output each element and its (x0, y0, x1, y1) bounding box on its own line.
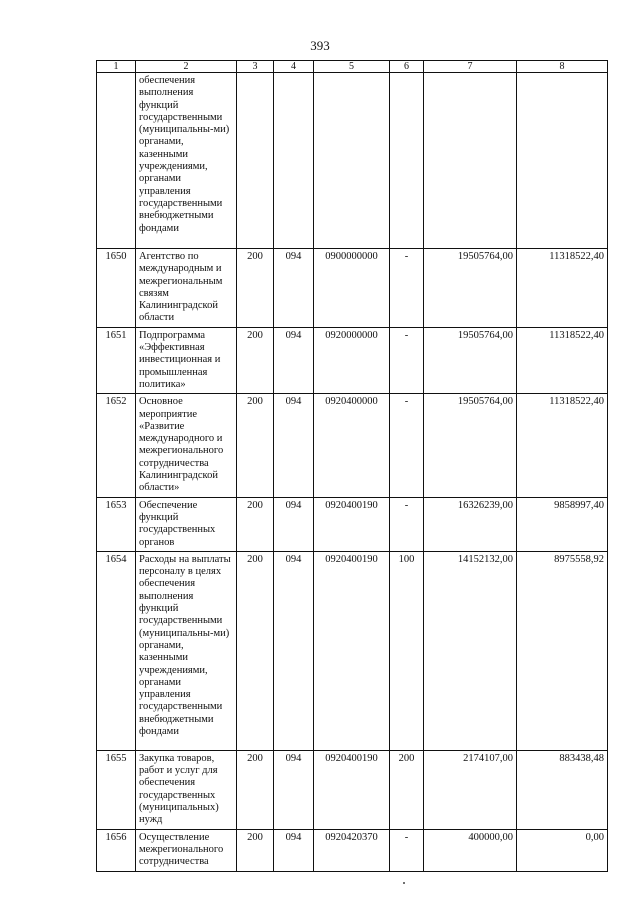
row-number: 1650 (97, 249, 136, 328)
row-name: Основное мероприятие «Развитие международного и межрегионального сотрудничества Калининградской области» (136, 394, 237, 497)
row-col6: - (390, 394, 424, 497)
table-row (97, 327, 608, 393)
row-col6: - (390, 249, 424, 328)
budget-table (96, 60, 608, 872)
col-header-8: 8 (517, 61, 608, 73)
row-col6 (390, 73, 424, 249)
row-number: 1651 (97, 327, 136, 393)
row-col7: 19505764,00 (424, 394, 517, 497)
row-col8: 0,00 (517, 829, 608, 871)
row-number: 1654 (97, 551, 136, 750)
table-row (97, 829, 608, 871)
row-col8 (517, 73, 608, 249)
row-name: Осуществление межрегионального сотрудничества (136, 829, 237, 871)
row-col8: 8975558,92 (517, 551, 608, 750)
table-row (97, 551, 608, 750)
row-name: Подпрограмма «Эффективная инвестиционная и промышленная политика» (136, 327, 237, 393)
row-col6: 100 (390, 551, 424, 750)
row-number: 1655 (97, 750, 136, 829)
row-name: Обеспечение функций государственных органов (136, 497, 237, 551)
row-col7: 16326239,00 (424, 497, 517, 551)
col-header-2: 2 (136, 61, 237, 73)
table-row (97, 497, 608, 551)
row-col4: 094 (274, 249, 314, 328)
row-number: 1652 (97, 394, 136, 497)
row-col6: - (390, 497, 424, 551)
row-col5: 0920400190 (314, 497, 390, 551)
row-col6: 200 (390, 750, 424, 829)
row-col8: 11318522,40 (517, 249, 608, 328)
row-col5: 0920400190 (314, 551, 390, 750)
row-name: обеспечения выполнения функций государственными (муниципальны-ми) органами, казенными учреждениями, органами управления государственными внебюджетными фондами (136, 73, 237, 249)
row-col7: 19505764,00 (424, 249, 517, 328)
row-col7: 2174107,00 (424, 750, 517, 829)
row-col5: 0920000000 (314, 327, 390, 393)
row-col8: 883438,48 (517, 750, 608, 829)
col-header-4: 4 (274, 61, 314, 73)
table-row (97, 249, 608, 328)
row-col4: 094 (274, 750, 314, 829)
row-col4: 094 (274, 551, 314, 750)
row-col3: 200 (237, 497, 274, 551)
row-col4: 094 (274, 394, 314, 497)
row-name: Закупка товаров, работ и услуг для обеспечения государственных (муниципальных) нужд (136, 750, 237, 829)
row-number (97, 73, 136, 249)
row-col7: 19505764,00 (424, 327, 517, 393)
table-row (97, 73, 608, 249)
row-col8: 9858997,40 (517, 497, 608, 551)
row-col8: 11318522,40 (517, 327, 608, 393)
table-header-row (97, 61, 608, 73)
col-header-1: 1 (97, 61, 136, 73)
row-col3: 200 (237, 551, 274, 750)
row-col5: 0920400000 (314, 394, 390, 497)
row-number: 1656 (97, 829, 136, 871)
table-row (97, 394, 608, 497)
row-name: Агентство по международным и межрегиональным связям Калининградской области (136, 249, 237, 328)
row-name: Расходы на выплаты персоналу в целях обеспечения выполнения функций государственными (муниципальны-ми) органами, казенными учреждениями, органами управления государственными внебюджетными фондами (136, 551, 237, 750)
row-col8: 11318522,40 (517, 394, 608, 497)
row-col4: 094 (274, 829, 314, 871)
col-header-6: 6 (390, 61, 424, 73)
scan-speck (403, 882, 405, 884)
row-col4 (274, 73, 314, 249)
row-col6: - (390, 829, 424, 871)
row-col5: 0920420370 (314, 829, 390, 871)
row-col3: 200 (237, 394, 274, 497)
row-col7: 400000,00 (424, 829, 517, 871)
row-col3: 200 (237, 750, 274, 829)
row-col3: 200 (237, 327, 274, 393)
row-col7: 14152132,00 (424, 551, 517, 750)
col-header-5: 5 (314, 61, 390, 73)
row-number: 1653 (97, 497, 136, 551)
row-col6: - (390, 327, 424, 393)
row-col3: 200 (237, 829, 274, 871)
row-col3 (237, 73, 274, 249)
table-row (97, 750, 608, 829)
row-col3: 200 (237, 249, 274, 328)
col-header-3: 3 (237, 61, 274, 73)
row-col5 (314, 73, 390, 249)
row-col5: 0920400190 (314, 750, 390, 829)
page-number: 393 (310, 38, 330, 53)
col-header-7: 7 (424, 61, 517, 73)
row-col7 (424, 73, 517, 249)
row-col4: 094 (274, 497, 314, 551)
row-col5: 0900000000 (314, 249, 390, 328)
row-col4: 094 (274, 327, 314, 393)
